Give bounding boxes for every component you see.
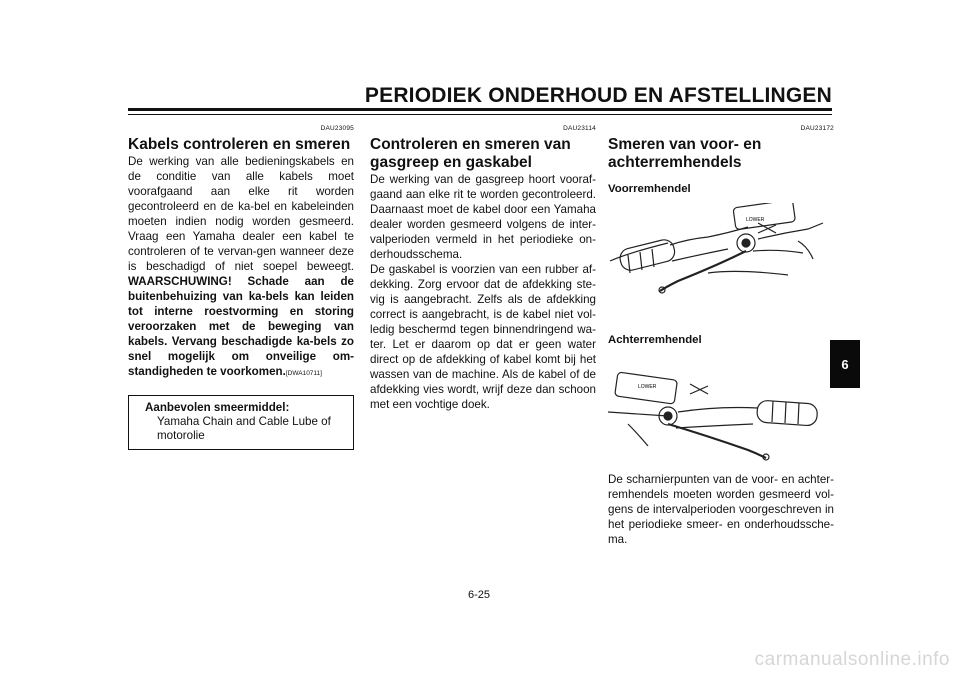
lubricant-value-line2: motorolie	[157, 429, 205, 442]
section-body-1: De werking van de gasgreep hoort vooraf-gaand aan elke rit te worden gecontroleerd. Daarnaast moet de kabel door een Yamaha dealer worden gesmeerd volgens de inter-valperioden vermeld in het periodieke on-derhoudsschema.	[370, 173, 596, 261]
body-text: De werking van alle bedieningskabels en de conditie van alle kabels moet voorafgaand aan elke rit worden gecontroleerd en de ka-bel en kabeleinden moeten indien nodig worden gesmeerd. Vraag een Yamaha dealer een kabel te controleren of te vervan-gen wanneer deze is beschadigd of niet soepel beweegt.	[128, 155, 354, 273]
warning-text: WAARSCHUWING! Schade aan de buitenbehuizing van ka-bels kan leiden tot interne roestvorming en storing veroorzaken met de beweging van kabels. Vervang beschadigde ka-bels zo snel mogelijk om onveilige om-standigheden te voorkomen.	[128, 275, 354, 378]
section-code: DAU23114	[563, 125, 596, 132]
rear-brake-lever-illustration	[608, 354, 828, 464]
warning-code: [DWA10711]	[285, 370, 322, 377]
lubricant-box	[128, 395, 354, 450]
section-code: DAU23172	[800, 125, 834, 132]
section-body: De scharnierpunten van de voor- en achter-remhendels moeten worden gesmeerd vol-gens de intervalperioden voorgeschreven in het periodieke smeer- en onderhoudssche-ma.	[608, 473, 834, 546]
header-rule-thin	[128, 114, 832, 115]
column-throttle	[370, 124, 596, 412]
page-number: 6-25	[468, 589, 491, 601]
lubricant-label: Aanbevolen smeermiddel:	[145, 401, 290, 414]
column-cables	[128, 124, 354, 450]
rear-brake-lever-heading: Achterremhendel	[608, 334, 702, 346]
section-title: Kabels controleren en smeren	[128, 136, 351, 153]
section-code: DAU23095	[320, 125, 354, 132]
section-title: Smeren van voor- en achterremhendels	[608, 136, 762, 171]
chapter-tab: 6	[830, 340, 860, 388]
section-body-2: De gaskabel is voorzien van een rubber af-dekking. Zorg ervoor dat de afdekking ste-vig is aangebracht. Zelfs als de afdekking correct is aangebracht, is de kabel niet vol-ledig beschermd tegen binnendringend wa-ter. Let er daarom op dat er geen water direct op de afdekking of kabel komt bij het wassen van de machine. Als de kabel of de afdekking vies wordt, wrijf deze dan schoon met een vochtige doek.	[370, 263, 596, 411]
section-body	[128, 154, 354, 381]
illustration-label: LOWER	[638, 384, 657, 390]
illustration-label: LOWER	[746, 217, 765, 223]
page-header-title: PERIODIEK ONDERHOUD EN AFSTELLINGEN	[364, 84, 832, 107]
front-brake-lever-illustration	[608, 203, 828, 303]
section-title: Controleren en smeren van gasgreep en gaskabel	[370, 136, 571, 171]
header-rule	[128, 108, 832, 111]
column-brake-levers	[608, 124, 834, 547]
lubricant-value-line1: Yamaha Chain and Cable Lube of	[157, 415, 331, 428]
watermark: carmanualsonline.info	[754, 649, 950, 670]
front-brake-lever-heading: Voorremhendel	[608, 183, 691, 195]
